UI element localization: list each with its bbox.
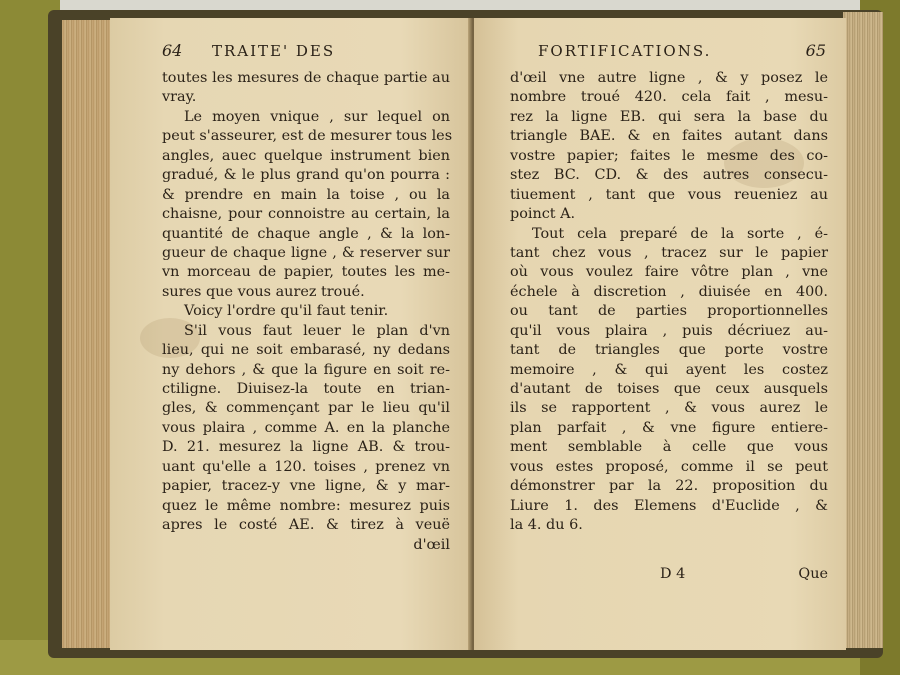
text-line: D. 21. mesurez la ligne AB. & trou-	[162, 439, 450, 456]
page-edges-right	[843, 12, 883, 648]
running-head-title-right: FORTIFICATIONS.	[538, 42, 712, 60]
text-line: ny dehors , & que la figure en soit re-	[162, 361, 450, 378]
text-line: ou tant de parties proportionnelles	[510, 303, 828, 320]
text-line: qu'il vous plaira , puis décriuez au-	[510, 322, 828, 339]
text-line: toutes les mesures de chaque partie au	[162, 70, 450, 86]
signature-mark: D 4	[660, 566, 686, 582]
page-number-right: 65	[805, 41, 826, 60]
text-line: ils se rapportent , & vous aurez le	[510, 400, 828, 417]
text-line: Le moyen vnique , sur lequel on	[184, 108, 450, 125]
page-edges-left	[62, 20, 112, 648]
left-page-text	[162, 69, 453, 555]
text-line: gles, & commençant par le lieu qu'il	[162, 400, 450, 417]
running-head-title-left: TRAITE' DES	[212, 42, 336, 60]
text-line: Liure 1. des Elemens d'Euclide , &	[510, 497, 828, 514]
text-line: tiuement , tant que vous reueniez au	[510, 186, 828, 203]
text-line: papier, tracez-y vne ligne, & y mar-	[162, 478, 450, 495]
text-line: gradué, & le plus grand qu'on pourra :	[162, 167, 450, 184]
running-head-right	[502, 42, 832, 62]
text-line: vn morceau de papier, toutes les me-	[162, 264, 450, 281]
text-line: lieu, qui ne soit embarasé, ny dedans	[162, 342, 450, 359]
text-line: S'il vous faut leuer le plan d'vn	[184, 322, 450, 339]
text-line: poinct A.	[510, 206, 576, 223]
text-line: gueur de chaque ligne , & reserver sur	[162, 244, 450, 261]
right-page	[474, 18, 846, 650]
text-line: ment semblable à celle que vous	[510, 439, 828, 456]
catchword-left: d'œil	[413, 536, 450, 553]
text-line: d'œil vne autre ligne , & y posez le	[510, 70, 828, 86]
catchword-right: Que	[798, 566, 828, 582]
text-line: Voicy l'ordre qu'il faut tenir.	[184, 303, 389, 320]
running-head-left	[162, 42, 462, 62]
text-line: quantité de chaque angle , & la lon-	[162, 225, 450, 242]
text-line: vous estes proposé, comme il se peut	[510, 458, 828, 475]
text-line: memoire , & qui ayent les costez	[510, 361, 828, 378]
text-line: où vous voulez faire vôtre plan , vne	[510, 264, 828, 281]
left-page	[110, 18, 473, 650]
text-line: quez le même nombre: mesurez puis	[162, 497, 450, 514]
right-page-text	[510, 69, 828, 536]
page-footer	[510, 566, 828, 586]
text-line: vostre papier; faites le mesme des co-	[510, 147, 828, 164]
text-line: sures que vous aurez troué.	[162, 283, 365, 300]
text-line: & prendre en main la toise , ou la	[162, 186, 450, 203]
text-line: rez la ligne EB. qui sera la base du	[510, 108, 828, 125]
text-line: d'autant de toises que ceux ausquels	[510, 381, 828, 397]
text-line: stez BC. CD. & des autres consecu-	[510, 167, 828, 184]
text-line: échele à discretion , diuisée en 400.	[510, 283, 828, 300]
text-line: triangle BAE. & en faites autant dans	[510, 128, 828, 145]
text-line: chaisne, pour connoistre au certain, la	[162, 206, 450, 223]
text-line: angles, auec quelque instrument bien	[162, 147, 450, 164]
text-line: vray.	[162, 89, 197, 106]
text-line: apres le costé AE. & tirez à veuë	[162, 517, 450, 534]
text-line: vous plaira , comme A. en la planche	[162, 419, 450, 436]
text-line: la 4. du 6.	[510, 517, 583, 534]
text-line: tant chez vous , tracez sur le papier	[510, 244, 828, 261]
text-line: Tout cela preparé de la sorte , é-	[532, 225, 828, 242]
text-line: plan parfait , & vne figure entiere-	[510, 419, 828, 436]
page-number-left: 64	[162, 41, 183, 60]
text-line: démonstrer par la 22. proposition du	[510, 478, 828, 495]
text-line: nombre troué 420. cela fait , mesu-	[510, 89, 828, 106]
text-line: ctiligne. Diuisez-la toute en trian-	[162, 381, 450, 397]
text-line: uant qu'elle a 120. toises , prenez vn	[162, 458, 450, 475]
text-line: tant de triangles que porte vostre	[510, 342, 828, 359]
text-line: peut s'asseurer, est de mesurer tous les	[162, 128, 453, 145]
